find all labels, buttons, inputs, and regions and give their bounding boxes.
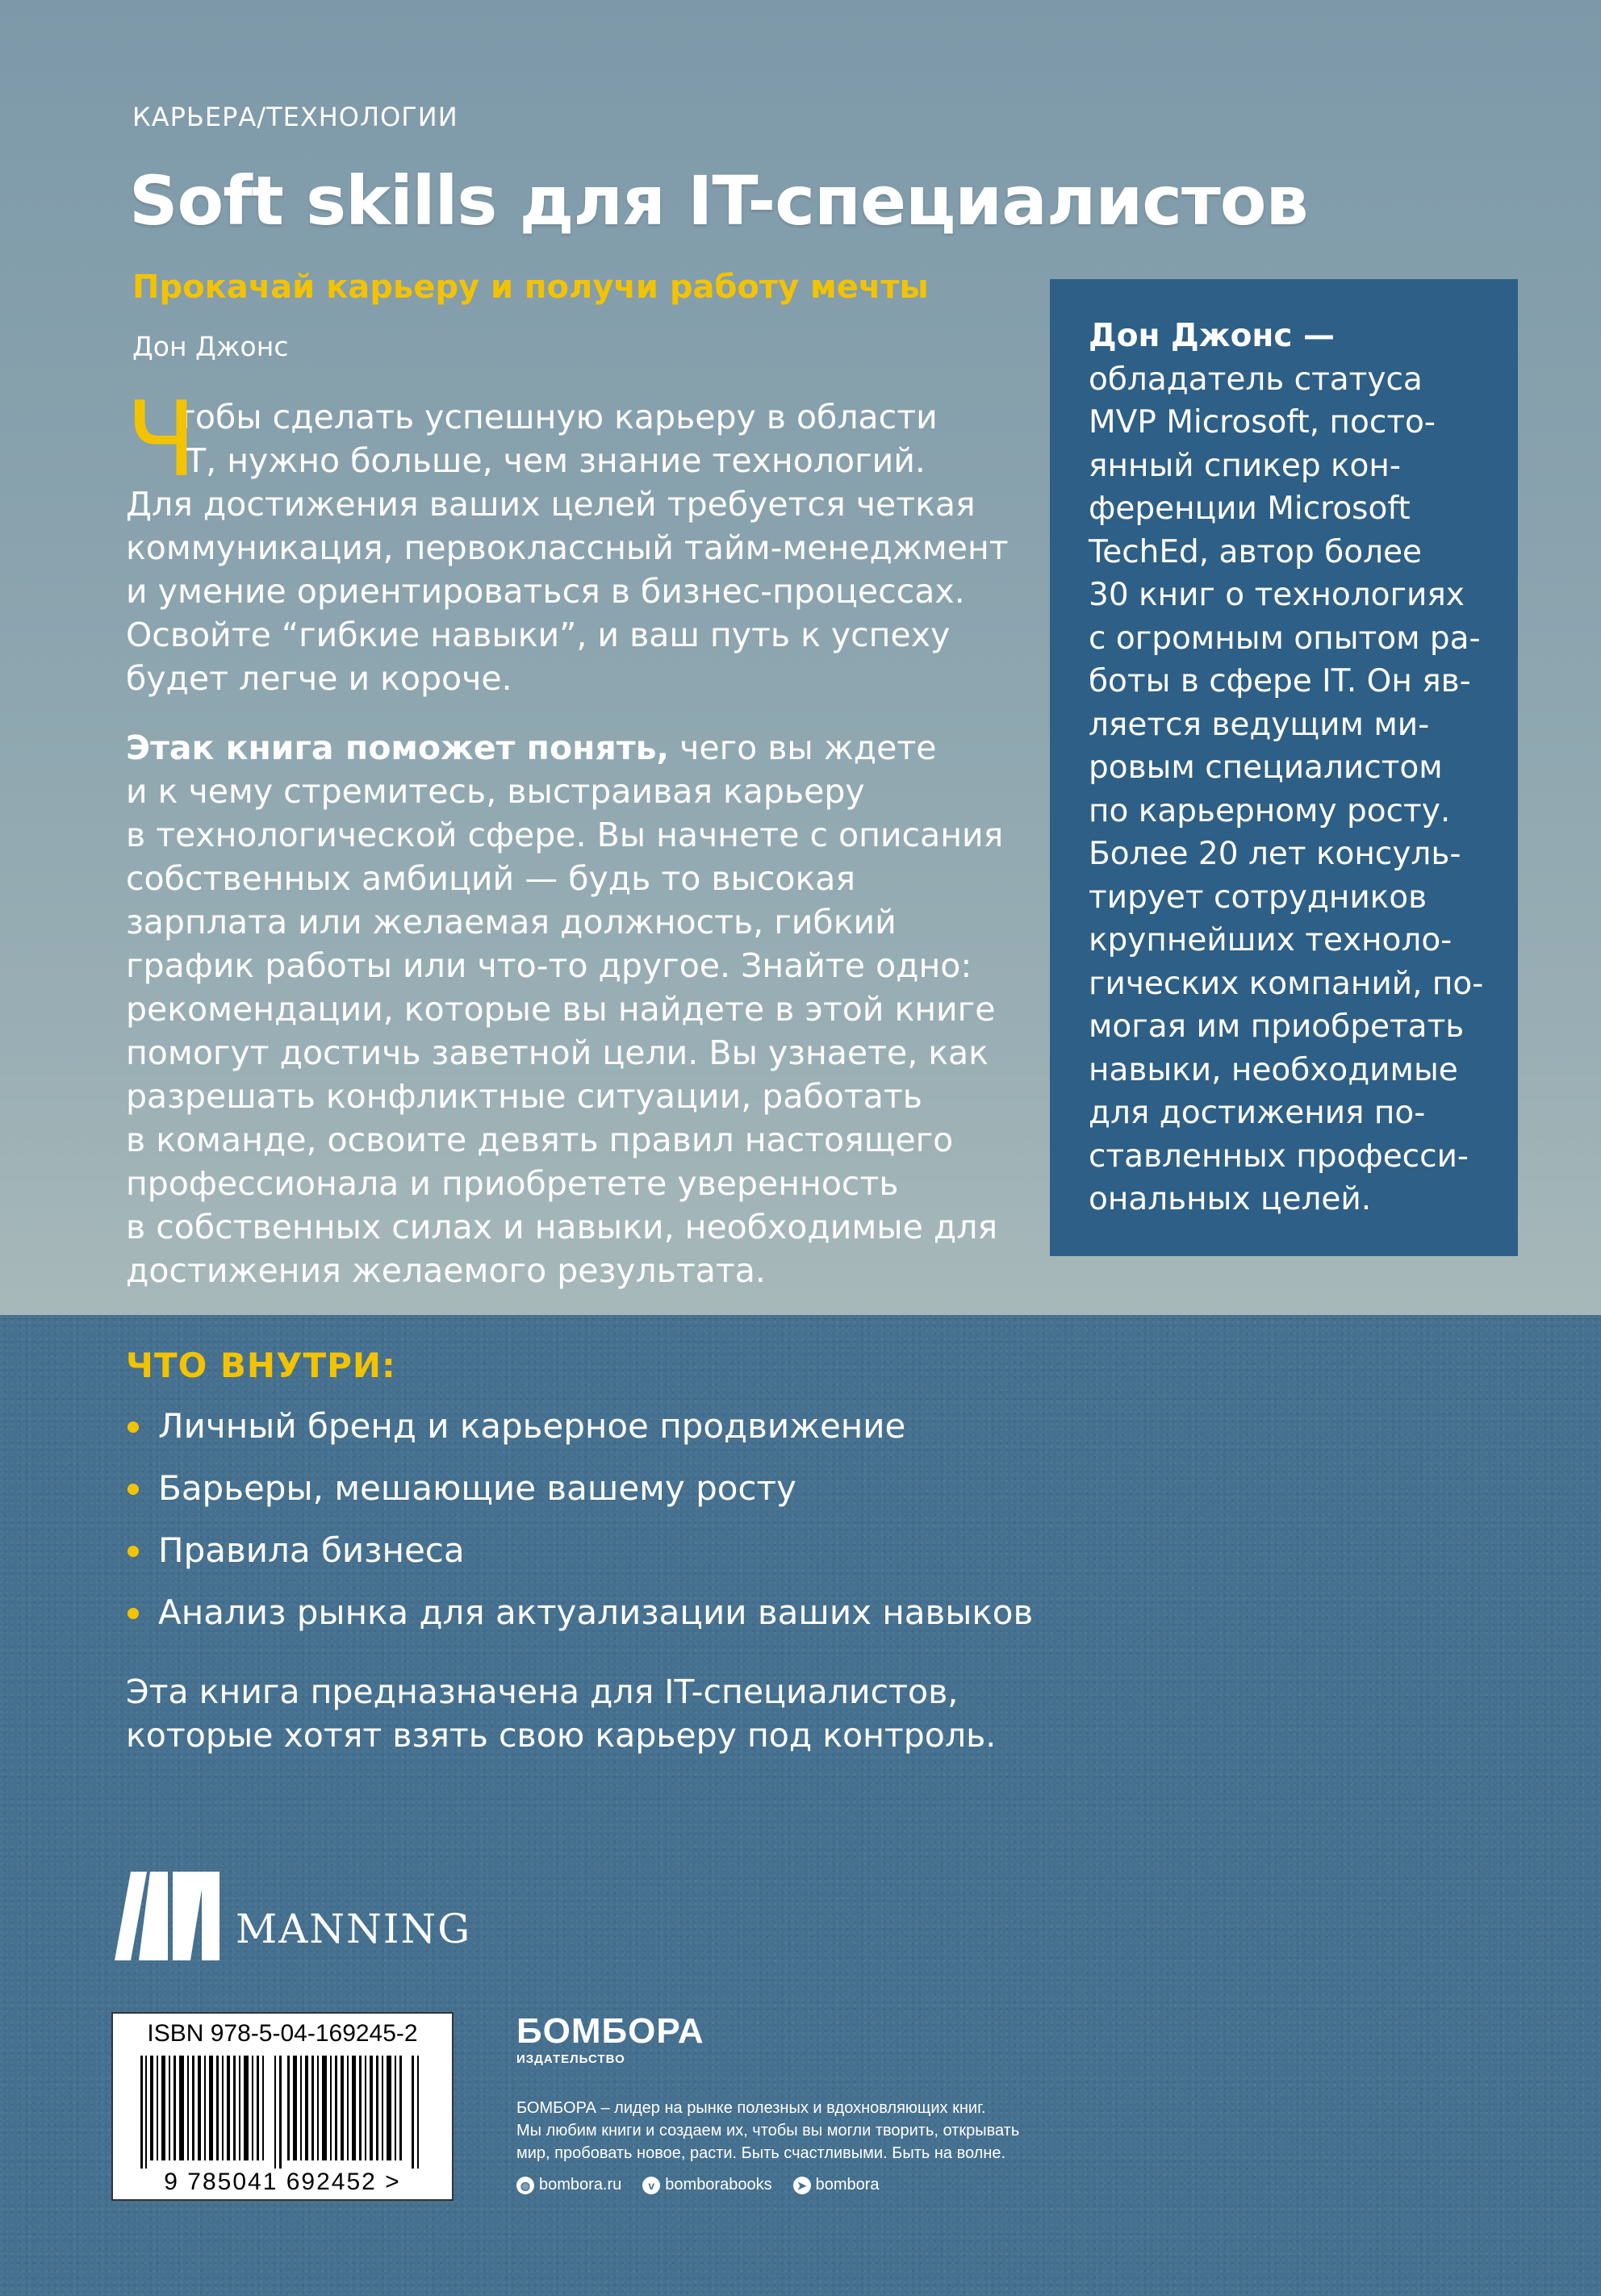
details-line: достижения желаемого результата.	[126, 1251, 766, 1290]
bio-line: ровым специалистом	[1089, 749, 1443, 786]
details-line: помогут достичь заветной цели. Вы узнаете, как	[126, 1033, 989, 1072]
intro-line: коммуникация, первоклассный тайм-менеджмент	[126, 528, 1009, 567]
publisher-line: мир, пробовать новое, расти. Быть счастливыми. Быть на волне.	[516, 2144, 1006, 2162]
social-link-vk[interactable]	[642, 2176, 771, 2194]
bio-line: для достижения по-	[1089, 1095, 1426, 1131]
drop-cap: Ч	[126, 380, 197, 500]
bio-line: MVP Microsoft, посто-	[1089, 404, 1436, 440]
intro-line: тобы сделать успешную карьеру в области	[176, 398, 938, 436]
details-line: график работы или что-то другое. Знайте одно:	[126, 946, 972, 985]
bio-line: могая им приобретать	[1089, 1008, 1465, 1045]
intro-line: IT, нужно больше, чем знание технологий.	[176, 441, 926, 480]
intro-line: Освойте “гибкие навыки”, и ваш путь к успеху	[126, 616, 951, 654]
category-label: КАРЬЕРА/ТЕХНОЛОГИИ	[132, 102, 458, 132]
globe-icon: ◍	[516, 2177, 534, 2194]
inside-list-item: Правила бизнеса	[126, 1526, 1033, 1588]
bio-line: янный спикер кон-	[1089, 447, 1401, 484]
isbn-barcode	[111, 2012, 454, 2201]
publisher-block	[516, 2011, 1130, 2194]
bio-line: ставленных професси-	[1089, 1138, 1469, 1175]
manning-logo	[115, 1872, 472, 1960]
bio-line: обладатель статуса	[1089, 361, 1423, 398]
details-bold-lead: Этак книга поможет понять,	[126, 728, 670, 767]
closing-line: которые хотят взять свою карьеру под контроль.	[126, 1716, 997, 1755]
isbn-label: ISBN 978-5-04-169245-2	[147, 2020, 418, 2047]
details-line: собственных амбиций — будь то высокая	[126, 859, 856, 898]
details-line: чего вы ждете	[669, 728, 937, 767]
details-line: профессионала и приобретете уверенность	[126, 1164, 899, 1203]
publisher-sub: ИЗДАТЕЛЬСТВО	[516, 2052, 625, 2066]
closing-paragraph	[126, 1670, 996, 1757]
intro-line: будет легче и короче.	[126, 659, 512, 698]
telegram-icon: ➤	[793, 2177, 811, 2194]
bio-line: по карьерному росту.	[1089, 792, 1451, 829]
publisher-socials	[516, 2176, 1130, 2194]
barcode-icon	[137, 2056, 428, 2169]
publisher-line: БОМБОРА – лидер на рынке полезных и вдохновляющих книг.	[516, 2099, 986, 2117]
vk-icon: v	[642, 2177, 660, 2194]
inside-list-item: Личный бренд и карьерное продвижение	[126, 1402, 1033, 1464]
intro-paragraph	[126, 380, 1038, 700]
bio-line: крупнейших техноло-	[1089, 922, 1453, 958]
intro-line: Для достижения ваших целей требуется четкая	[126, 485, 976, 524]
details-line: и к чему стремитесь, выстраивая карьеру	[126, 772, 865, 811]
bio-line: ляется ведущим ми-	[1089, 706, 1430, 743]
bio-line: TechEd, автор более	[1089, 533, 1422, 570]
details-line: в команде, освоите девять правил настоящего	[126, 1121, 954, 1159]
details-line: рекомендации, которые вы найдете в этой книге	[126, 990, 996, 1029]
social-link-site[interactable]	[516, 2176, 621, 2194]
details-line: зарплата или желаемая должность, гибкий	[126, 903, 897, 941]
bio-name: Дон Джонс —	[1089, 318, 1336, 354]
bio-line: Более 20 лет консуль-	[1089, 836, 1461, 872]
manning-wordmark: MANNING	[236, 1906, 472, 1952]
isbn-digits: 9 785041 692452 >	[164, 2169, 401, 2195]
social-link-telegram[interactable]	[793, 2176, 880, 2194]
details-paragraph	[126, 726, 1038, 1292]
inside-list	[126, 1402, 1033, 1651]
author-name: Дон Джонс	[132, 331, 289, 362]
bio-line: ональных целей.	[1089, 1181, 1372, 1217]
inside-list-item: Барьеры, мешающие вашему росту	[126, 1464, 1033, 1526]
publisher-description	[516, 2097, 1130, 2165]
details-line: в собственных силах и навыки, необходимые для	[126, 1208, 998, 1246]
book-subtitle: Прокачай карьеру и получи работу мечты	[132, 269, 929, 306]
social-label: bombora.ru	[539, 2176, 622, 2194]
bio-line: гических компаний, по-	[1089, 965, 1484, 1002]
bio-line: ференции Microsoft	[1089, 491, 1411, 527]
bio-line: боты в сфере IT. Он яв-	[1089, 663, 1471, 699]
social-label: bombora	[815, 2176, 880, 2194]
manning-mark-icon	[115, 1872, 228, 1960]
bio-line: тирует сотрудников	[1089, 879, 1428, 916]
intro-line: и умение ориентироваться в бизнес-процессах.	[126, 572, 965, 611]
inside-list-item: Анализ рынка для актуализации ваших навыков	[126, 1588, 1033, 1651]
author-bio-box	[1050, 279, 1518, 1256]
social-label: bomborabooks	[665, 2176, 772, 2194]
bio-line: 30 книг о технологиях	[1089, 577, 1465, 613]
publisher-logo: БОМБОРА	[516, 2011, 704, 2051]
details-line: разрешать конфликтные ситуации, работать	[126, 1077, 922, 1116]
publisher-line: Мы любим книги и создаем их, чтобы вы могли творить, открывать	[516, 2122, 1020, 2139]
inside-heading: ЧТО ВНУТРИ:	[126, 1346, 396, 1385]
bio-line: навыки, необходимые	[1089, 1051, 1458, 1088]
bio-line: с огромным опытом ра-	[1089, 620, 1481, 657]
details-line: в технологической сфере. Вы начнете с описания	[126, 816, 1004, 854]
book-title: Soft skills для IT-специалистов	[129, 161, 1308, 240]
closing-line: Эта книга предназначена для IT-специалистов,	[126, 1672, 959, 1711]
